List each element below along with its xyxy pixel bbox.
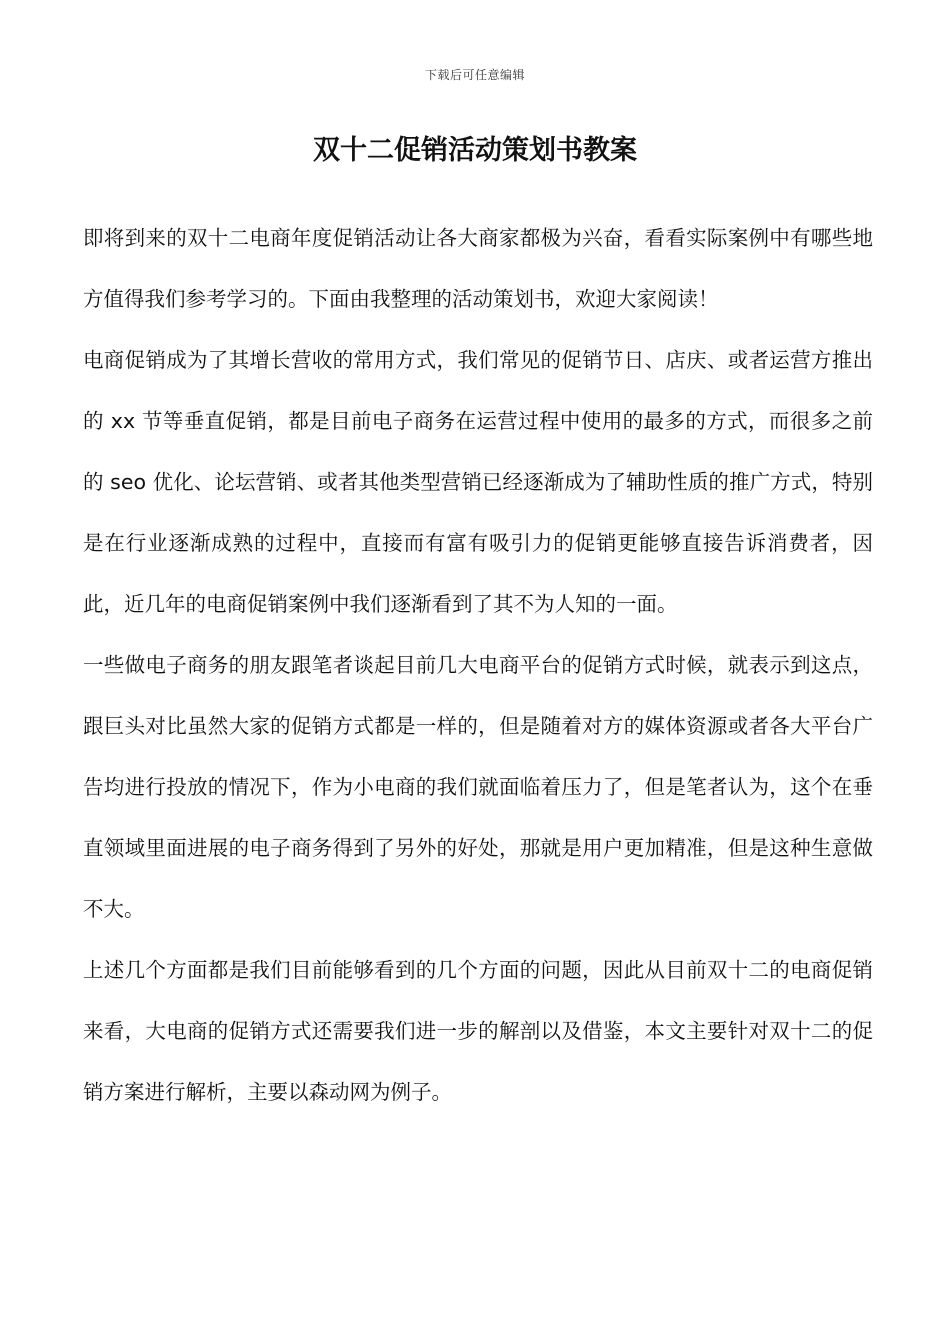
document-body [83, 208, 873, 1123]
paragraph-intro: 即将到来的双十二电商年度促销活动让各大商家都极为兴奋，看看实际案例中有哪些地方值得我们参考学习的。下面由我整理的活动策划书，欢迎大家阅读！ [83, 226, 873, 311]
paragraph-summary: 上述几个方面都是我们目前能够看到的几个方面的问题，因此从目前双十二的电商促销来看，大电商的促销方式还需要我们进一步的解剖以及借鉴，本文主要针对双十二的促销方案进行解析，主要以森动网为例子。 [83, 958, 873, 1104]
document-title: 双十二促销活动策划书教案 [313, 135, 637, 166]
header-note: 下载后可任意编辑 [424, 68, 525, 82]
paragraph-friends-opinion: 一些做电子商务的朋友跟笔者谈起目前几大电商平台的促销方式时候，就表示到这点，跟巨头对比虽然大家的促销方式都是一样的，但是随着对方的媒体资源或者各大平台广告均进行投放的情况下，作为小电商的我们就面临着压力了，但是笔者认为，这个在垂直领域里面进展的电子商务得到了另外的好处，那就是用户更加精准，但是这种生意做不大。 [83, 653, 873, 921]
paragraph-promotion-methods: 电商促销成为了其增长营收的常用方式，我们常见的促销节日、店庆、或者运营方推出的 xx 节等垂直促销，都是目前电子商务在运营过程中使用的最多的方式，而很多之前的 seo 优化、论坛营销、或者其他类型营销已经逐渐成为了辅助性质的推广方式，特别是在行业逐渐成熟的过程中，直接而有富有吸引力的促销更能够直接告诉消费者，因此，近几年的电商促销案例中我们逐渐看到了其不为人知的一面。 [83, 348, 873, 616]
